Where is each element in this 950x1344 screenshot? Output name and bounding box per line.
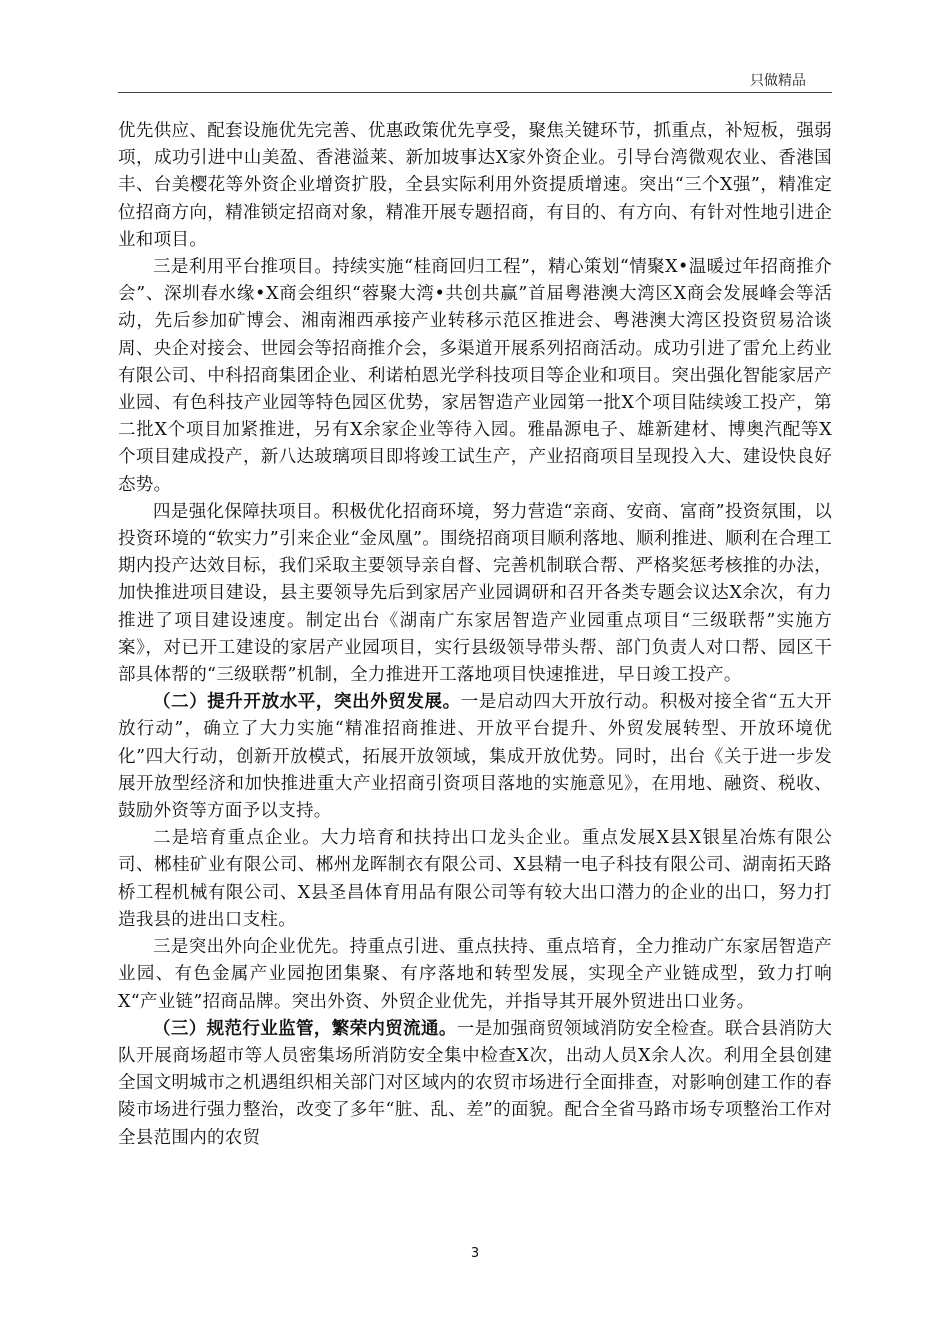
page-number: 3 bbox=[470, 1246, 480, 1261]
paragraph-text: 三是利用平台推项目。持续实施“桂商回归工程”，精心策划“情聚Ⅹ•温暖过年招商推介会”、深圳春水缘•Ⅹ商会组织“蓉聚大湾•共创共赢”首届粤港澳大湾区Ⅹ商会发展峰会等活动，先后参加矿博会、湘南湘西承接产业转移示范区推进会、粤港澳大湾区投资贸易洽谈周、央企对接会、世园会等招商推介会，多渠道开展系列招商活动。成功引进了雷允上药业有限公司、中科招商集团企业、利诺柏恩光学科技项目等企业和项目。突出强化智能家居产业园、有色科技产业园等特色园区优势，家居智造产业园第一批Ⅹ个项目陆续竣工投产，第二批Ⅹ个项目加紧推进，另有Ⅹ余家企业等待入园。雅晶源电子、雄新建材、博奥汽配等Ⅹ个项目建成投产，新八达玻璃项目即将竣工试生产，产业招商项目呈现投入大、建设快良好态势。 bbox=[118, 257, 832, 495]
paragraph bbox=[118, 1016, 832, 1152]
document-body bbox=[118, 118, 832, 1152]
paragraph-text: 一是启动四大开放行动。积极对接全省“五大开放行动”，确立了大力实施“精准招商推进、开放平台提升、外贸发展转型、开放环境优化”四大行动，创新开放模式，拓展开放领域，集成开放优势。同时，出台《关于进一步发展开放型经济和加快推进重大产业招商引资项目落地的实施意见》，在用地、融资、税收、鼓励外资等方面予以支持。 bbox=[118, 692, 832, 822]
paragraph bbox=[118, 689, 832, 825]
paragraph bbox=[118, 254, 832, 499]
paragraph-text: 四是强化保障扶项目。积极优化招商环境，努力营造“亲商、安商、富商”投资氛围，以投资环境的“软实力”引来企业“金凤凰”。围绕招商项目顺利落地、顺利推进、顺利在合理工期内投产达效目标，我们采取主要领导亲自督、完善机制联合帮、严格奖惩考核推的办法，加快推进项目建设，县主要领导先后到家居产业园调研和召开各类专题会议达Ⅹ余次，有力推进了项目建设速度。制定出台《湖南广东家居智造产业园重点项目“三级联帮”实施方案》，对已开工建设的家居产业园项目，实行县级领导带头帮、部门负责人对口帮、园区干部具体帮的“三级联帮”机制，全力推进开工落地项目快速推进，早日竣工投产。 bbox=[118, 501, 832, 686]
running-header: 只做精品 bbox=[750, 73, 806, 89]
paragraph bbox=[118, 118, 832, 254]
paragraph-text: 三是突出外向企业优先。持重点引进、重点扶持、重点培育，全力推动广东家居智造产业园、有色金属产业园抱团集聚、有序落地和转型发展，实现全产业链成型，致力打响Ⅹ“产业链”招商品牌。突出外资、外贸企业优先，并指导其开展外贸进出口业务。 bbox=[118, 937, 832, 1012]
paragraph-text: 优先供应、配套设施优先完善、优惠政策优先享受，聚焦关键环节，抓重点，补短板，强弱项，成功引进中山美盈、香港溢莱、新加坡事达Ⅹ家外资企业。引导台湾微观农业、香港国丰、台美樱花等外资企业增资扩股，全县实际利用外资提质增速。突出“三个Ⅹ强”，精准定位招商方向，精准锁定招商对象，精准开展专题招商，有目的、有方向、有针对性地引进企业和项目。 bbox=[118, 121, 832, 250]
header-divider bbox=[118, 92, 832, 93]
section-heading: （三）规范行业监管，繁荣内贸流通。 bbox=[153, 1018, 457, 1039]
paragraph bbox=[118, 499, 832, 689]
paragraph bbox=[118, 825, 832, 934]
paragraph-text: 二是培育重点企业。大力培育和扶持出口龙头企业。重点发展Ⅹ县Ⅹ银星冶炼有限公司、郴桂矿业有限公司、郴州龙晖制衣有限公司、Ⅹ县精一电子科技有限公司、湖南拓天路桥工程机械有限公司、Ⅹ县圣昌体育用品有限公司等有较大出口潜力的企业的出口，努力打造我县的进出口支柱。 bbox=[118, 828, 832, 930]
paragraph bbox=[118, 934, 832, 1016]
paragraph-text: 一是加强商贸领域消防安全检查。联合县消防大队开展商场超市等人员密集场所消防安全集中检查Ⅹ次，出动人员Ⅹ余人次。利用全县创建全国文明城市之机遇组织相关部门对区域内的农贸市场进行全面排查，对影响创建工作的春陵市场进行强力整治，改变了多年“脏、乱、差”的面貌。配合全省马路市场专项整治工作对全县范围内的农贸 bbox=[118, 1018, 832, 1148]
section-heading: （二）提升开放水平，突出外贸发展。 bbox=[153, 692, 461, 713]
